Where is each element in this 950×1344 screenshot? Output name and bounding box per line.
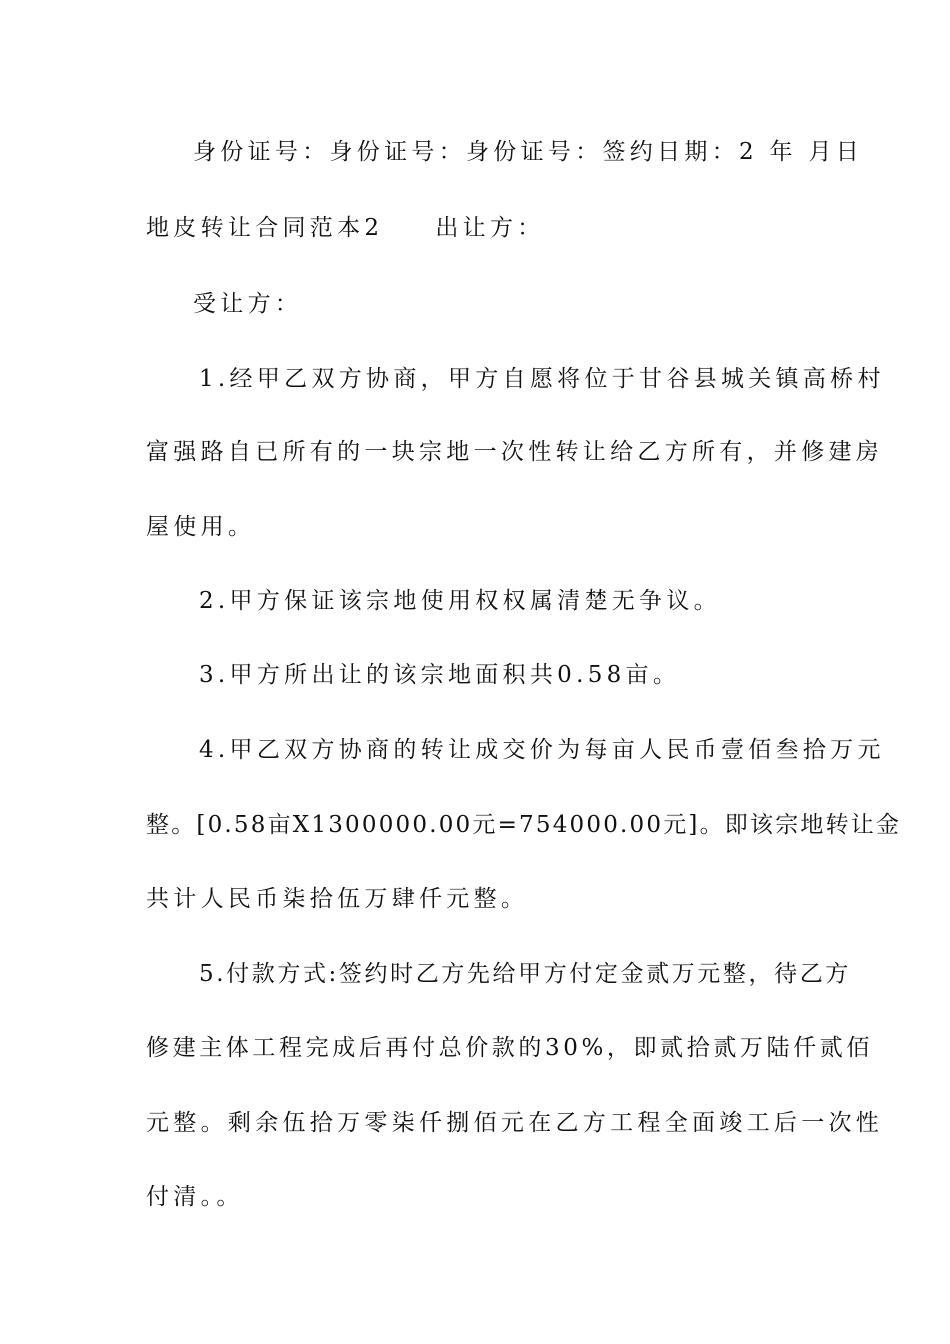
transferee-label: 受让方： bbox=[193, 291, 303, 317]
clause-4-line-1: 4.甲乙双方协商的转让成交价为每亩人民币壹佰叁拾万元 bbox=[199, 737, 885, 763]
document-title: 地皮转让合同范本2 bbox=[146, 215, 384, 241]
clause-5-line-2: 修建主体工程完成后再付总价款的30%，即贰拾贰万陆仟贰佰 bbox=[146, 1035, 873, 1061]
clause-5-line-1: 5.付款方式:签约时乙方先给甲方付定金贰万元整，待乙方 bbox=[199, 961, 851, 987]
title-transferor-line bbox=[146, 213, 545, 243]
clause-3: 3.甲方所出让的该宗地面积共0.58亩。 bbox=[199, 662, 681, 688]
clause-5-line-4: 付清。。 bbox=[146, 1184, 244, 1210]
clause-4-line-2: 整。[0.58亩X1300000.00元=754000.00元]。即该宗地转让金 bbox=[146, 812, 902, 838]
clause-5-line-3: 元整。剩余伍拾万零柒仟捌佰元在乙方工程全面竣工后一次性 bbox=[146, 1110, 884, 1136]
clause-4-line-3: 共计人民币柒拾伍万肆仟元整。 bbox=[146, 886, 529, 912]
clause-1-line-3: 屋使用。 bbox=[146, 514, 256, 540]
transferor-label: 出让方： bbox=[435, 215, 545, 241]
id-signature-line: 身份证号：身份证号：身份证号：签约日期：2 年 月日 bbox=[193, 139, 864, 165]
clause-2: 2.甲方保证该宗地使用权权属清楚无争议。 bbox=[199, 588, 721, 614]
clause-1-line-1: 1.经甲乙双方协商，甲方自愿将位于甘谷县城关镇高桥村 bbox=[199, 366, 885, 392]
clause-1-line-2: 富强路自已所有的一块宗地一次性转让给乙方所有，并修建房 bbox=[146, 439, 884, 465]
